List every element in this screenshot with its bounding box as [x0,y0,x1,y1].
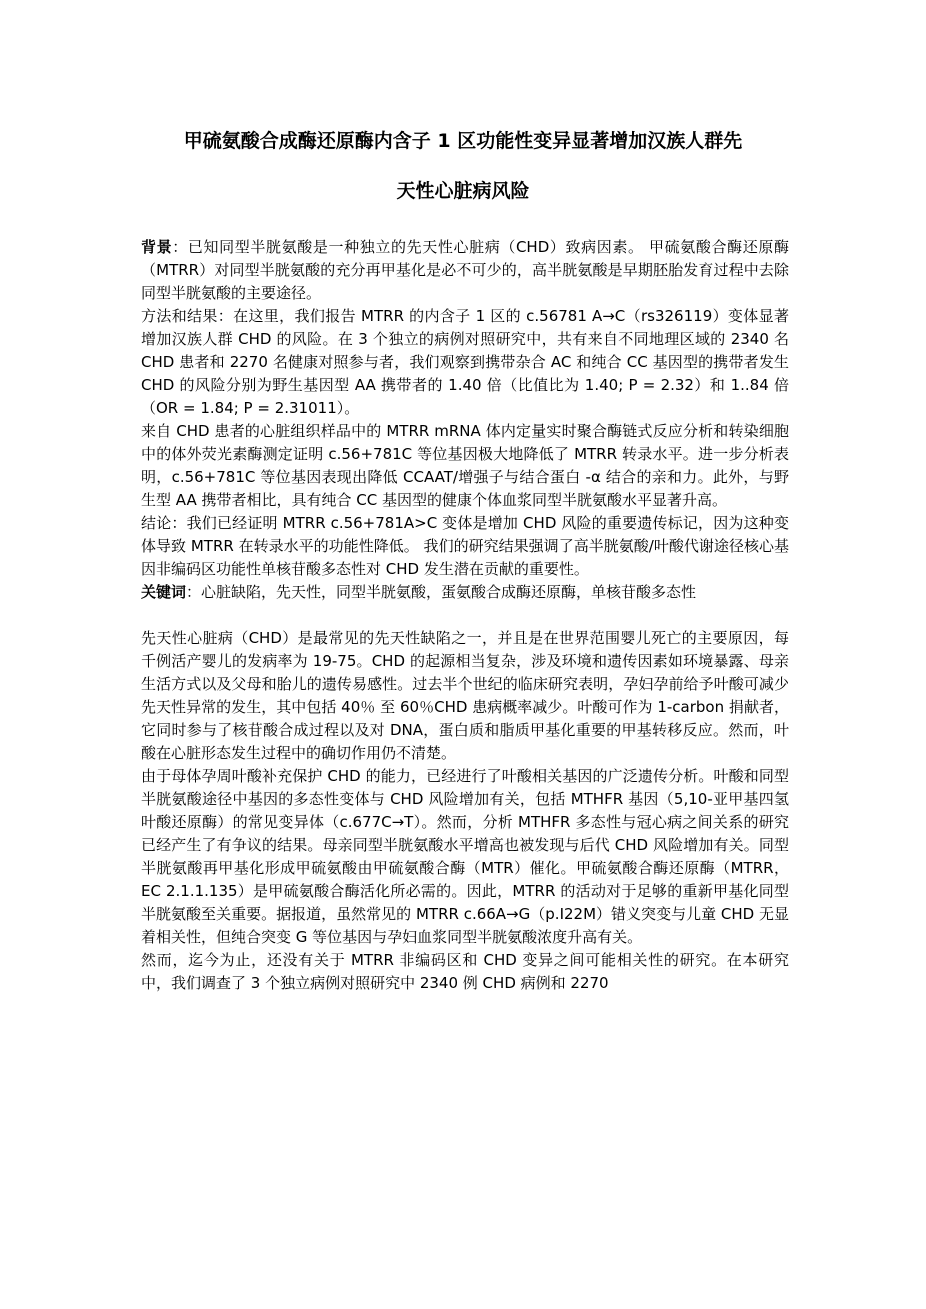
background-text: ：已知同型半胱氨酸是一种独立的先天性心脏病（CHD）致病因素。 甲硫氨酸合酶还原酶（MTRR）对同型半胱氨酸的充分再甲基化是必不可少的，高半胱氨酸是早期胚胎发育过程中去除同型半胱氨酸的主要途径。 [141,238,789,302]
intro-paragraph-2: 由于母体孕周叶酸补充保护 CHD 的能力，已经进行了叶酸相关基因的广泛遗传分析。叶酸和同型半胱氨酸途径中基因的多态性变体与 CHD 风险增加有关，包括 MTHFR 基因（5,10-亚甲基四氢叶酸还原酶）的常见变异体（c.677C→T）。然而，分析 MTHFR 多态性与冠心病之间关系的研究已经产生了有争议的结果。母亲同型半胱氨酸水平增高也被发现与后代 CHD 风险增加有关。同型半胱氨酸再甲基化形成甲硫氨酸由甲硫氨酸合酶（MTR）催化。甲硫氨酸合酶还原酶（MTRR，EC 2.1.1.135）是甲硫氨酸合酶活化所必需的。因此，MTRR 的活动对于足够的重新甲基化同型半胱氨酸至关重要。据报道，虽然常见的 MTRR c.66A→G（p.I22M）错义突变与儿童 CHD 无显着相关性，但纯合突变 G 等位基因与孕妇血浆同型半胱氨酸浓度升高有关。 [141,767,789,946]
keywords-text: ：心脏缺陷，先天性，同型半胱氨酸，蛋氨酸合成酶还原酶，单核苷酸多态性 [186,583,697,601]
background-label: 背景 [141,238,173,256]
background-paragraph [141,236,789,305]
paper-title-line-2: 天性心脏病风险 [396,180,530,202]
intro-paragraph-1: 先天性心脏病（CHD）是最常见的先天性缺陷之一，并且是在世界范围婴儿死亡的主要原因，每千例活产婴儿的发病率为 19-75。CHD 的起源相当复杂，涉及环境和遗传因素如环境暴露、母亲生活方式以及父母和胎儿的遗传易感性。过去半个世纪的临床研究表明，孕妇孕前给予叶酸可减少先天性异常的发生，其中包括 40％ 至 60％CHD 患病概率减少。叶酸可作为 1-carbon 捐献者，它同时参与了核苷酸合成过程以及对 DNA，蛋白质和脂质甲基化重要的甲基转移反应。然而，叶酸在心脏形态发生过程中的确切作用仍不清楚。 [141,629,789,762]
intro-paragraph-3: 然而，迄今为止，还没有关于 MTRR 非编码区和 CHD 变异之间可能相关性的研究。在本研究中，我们调查了 3 个独立病例对照研究中 2340 例 CHD 病例和 2270 [141,951,789,992]
methods-paragraph-2: 来自 CHD 患者的心脏组织样品中的 MTRR mRNA 体内定量实时聚合酶链式反应分析和转染细胞中的体外荧光素酶测定证明 c.56+781C 等位基因极大地降低了 MTRR 转录水平。进一步分析表明，c.56+781C 等位基因表现出降低 CCAAT/增强子与结合蛋白 -α 结合的亲和力。此外，与野生型 AA 携带者相比，具有纯合 CC 基因型的健康个体血浆同型半胱氨酸水平显著升高。 [141,422,789,509]
abstract-and-body [141,236,789,995]
keywords-label: 关键词 [141,583,187,601]
keywords-paragraph [141,581,789,604]
paper-title-line-1: 甲硫氨酸合成酶还原酶内含子 1 区功能性变异显著增加汉族人群先 [183,130,743,152]
conclusion-paragraph: 结论：我们已经证明 MTRR c.56+781A>C 变体是增加 CHD 风险的重要遗传标记，因为这种变体导致 MTRR 在转录水平的功能性降低。 我们的研究结果强调了高半胱氨酸/叶酸代谢途径核心基因非编码区功能性单核苷酸多态性对 CHD 发生潜在贡献的重要性。 [141,514,789,578]
methods-paragraph-1: 方法和结果：在这里，我们报告 MTRR 的内含子 1 区的 c.56781 A→C（rs326119）变体显著增加汉族人群 CHD 的风险。在 3 个独立的病例对照研究中，共有来自不同地理区域的 2340 名 CHD 患者和 2270 名健康对照参与者，我们观察到携带杂合 AC 和纯合 CC 基因型的携带者发生 CHD 的风险分别为野生基因型 AA 携带者的 1.40 倍（比值比为 1.40; P = 2.32）和 1..84 倍（OR = 1.84; P = 2.31011）。 [141,307,789,417]
paragraph-gap [141,604,789,627]
